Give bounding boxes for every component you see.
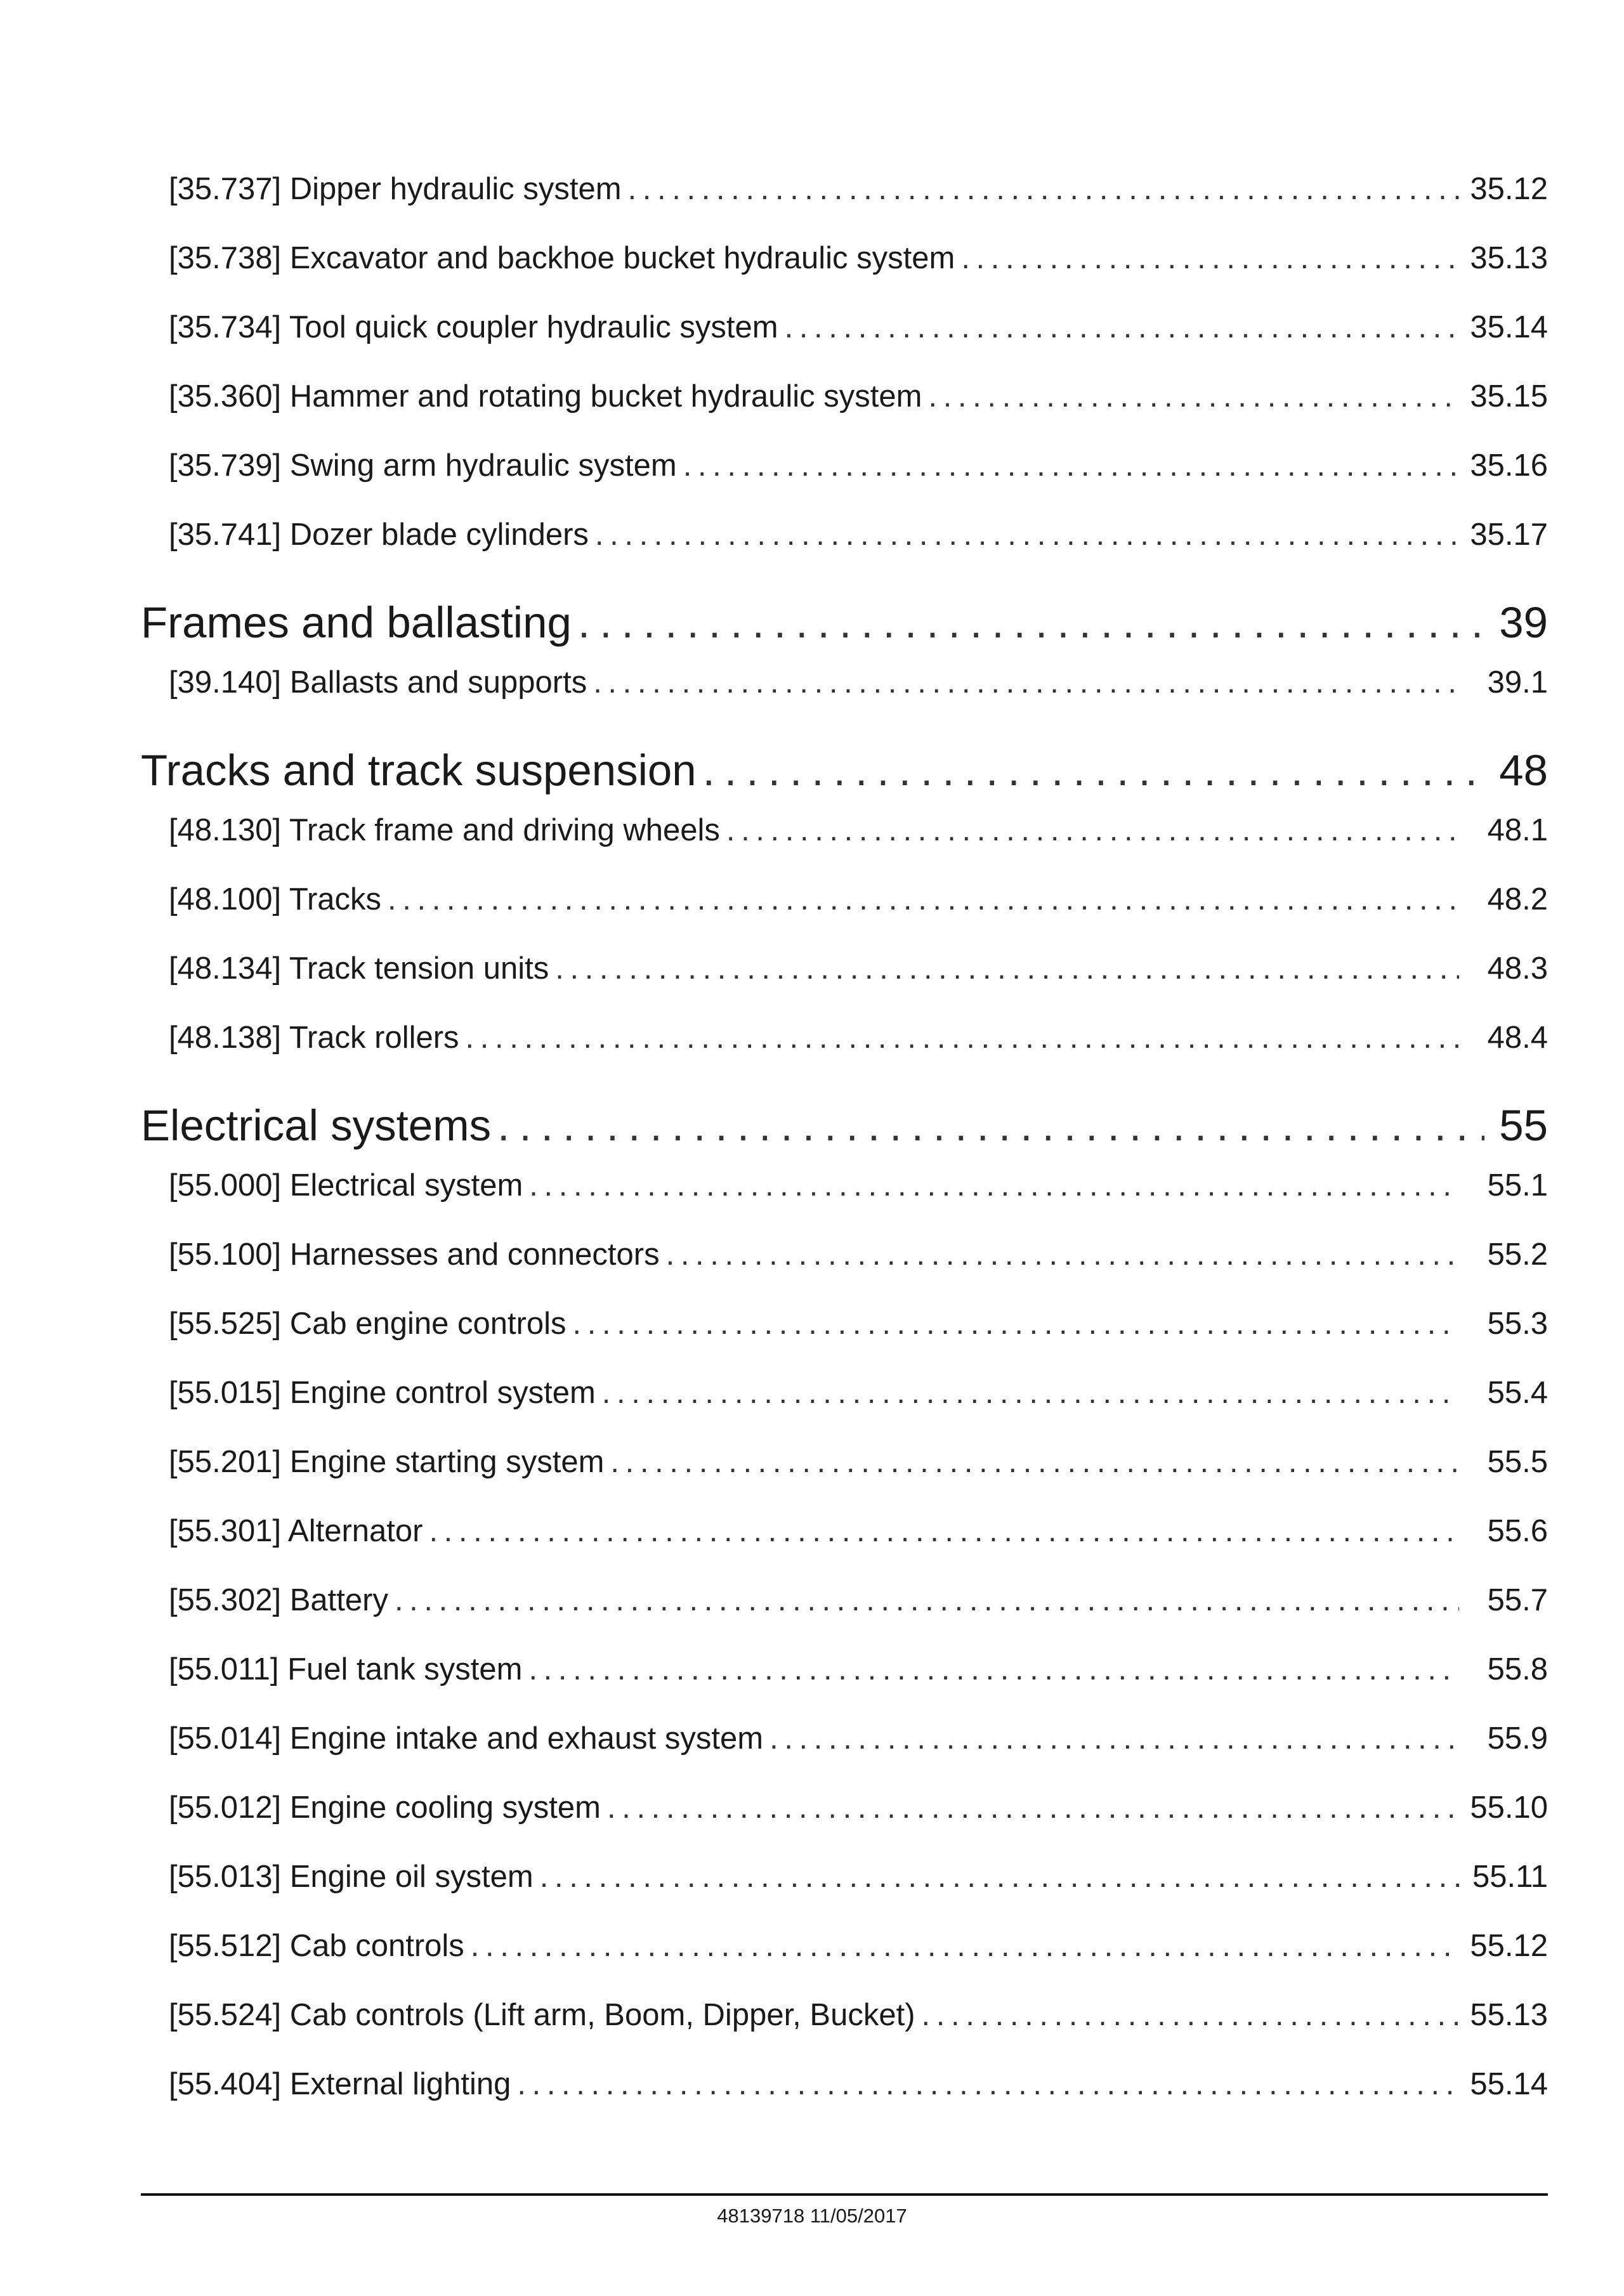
- dot-leader: [595, 517, 1459, 552]
- toc-page-number: 55: [1499, 1101, 1548, 1150]
- dot-leader: [683, 448, 1459, 483]
- footer-divider: [141, 2193, 1548, 2196]
- toc-entry[interactable]: [141, 1306, 1548, 1375]
- toc-entry[interactable]: [141, 1375, 1548, 1444]
- toc-page-number: 55.13: [1470, 1998, 1548, 2032]
- dot-leader: [388, 882, 1459, 917]
- toc-entry-title: [35.738] Excavator and backhoe bucket hydraulic system: [169, 241, 955, 275]
- dot-leader: [593, 665, 1459, 700]
- toc-entry-title: [55.301] Alternator: [169, 1514, 423, 1548]
- toc-page-number: 55.5: [1487, 1445, 1548, 1479]
- toc-page-number: 48.2: [1487, 882, 1548, 916]
- toc-page-number: 55.9: [1487, 1721, 1548, 1756]
- toc-entry[interactable]: [141, 1513, 1548, 1582]
- toc-page-number: 35.16: [1470, 448, 1548, 483]
- toc-entry-title: [55.100] Harnesses and connectors: [169, 1237, 660, 1272]
- dot-leader: [578, 597, 1484, 648]
- toc-entry-title: [55.201] Engine starting system: [169, 1445, 605, 1479]
- dot-leader: [497, 1100, 1484, 1151]
- toc-page-number: 55.1: [1487, 1168, 1548, 1203]
- toc-page-number: 55.2: [1487, 1237, 1548, 1272]
- dot-leader: [726, 812, 1459, 848]
- toc-entry-title: [55.404] External lighting: [169, 2067, 511, 2101]
- toc-entry-title: [48.100] Tracks: [169, 882, 382, 916]
- toc-entry[interactable]: [141, 1859, 1548, 1928]
- toc-entry[interactable]: [141, 310, 1548, 379]
- toc-page-number: 55.6: [1487, 1514, 1548, 1548]
- dot-leader: [607, 1790, 1459, 1825]
- toc-entry-title: [35.739] Swing arm hydraulic system: [169, 448, 677, 483]
- toc-entry-title: [55.525] Cab engine controls: [169, 1307, 566, 1341]
- toc-page-number: 48.3: [1487, 951, 1548, 986]
- toc-page-number: 55.11: [1472, 1860, 1548, 1894]
- toc-entry-title: [48.130] Track frame and driving wheels: [169, 813, 720, 847]
- toc-section-entry[interactable]: [141, 1089, 1548, 1168]
- dot-leader: [540, 1859, 1459, 1895]
- toc-entry-title: [48.138] Track rollers: [169, 1021, 459, 1055]
- toc-page-number: 55.12: [1470, 1929, 1548, 1963]
- toc-page-number: 35.13: [1470, 241, 1548, 275]
- toc-page-number: 55.7: [1487, 1583, 1548, 1617]
- dot-leader: [395, 1582, 1459, 1618]
- toc-entry-title: [55.014] Engine intake and exhaust system: [169, 1721, 764, 1756]
- dot-leader: [666, 1237, 1459, 1272]
- dot-leader: [529, 1168, 1459, 1203]
- toc-section-entry[interactable]: [141, 734, 1548, 812]
- dot-leader: [429, 1513, 1459, 1549]
- toc-entry[interactable]: [141, 665, 1548, 734]
- toc-entry[interactable]: [141, 2066, 1548, 2136]
- table-of-contents: [141, 171, 1548, 2136]
- toc-page-number: 48.1: [1487, 813, 1548, 847]
- toc-page-number: 55.3: [1487, 1307, 1548, 1341]
- toc-entry-title: [55.512] Cab controls: [169, 1929, 464, 1963]
- toc-entry[interactable]: [141, 1582, 1548, 1652]
- toc-entry-title: [55.302] Battery: [169, 1583, 388, 1617]
- toc-page-number: 35.12: [1470, 172, 1548, 206]
- toc-section-title: Frames and ballasting: [141, 598, 572, 647]
- toc-page-number: 35.14: [1470, 310, 1548, 344]
- dot-leader: [922, 1997, 1459, 2033]
- toc-entry-title: [55.015] Engine control system: [169, 1376, 596, 1410]
- toc-entry[interactable]: [141, 517, 1548, 586]
- dot-leader: [471, 1928, 1459, 1964]
- dot-leader: [703, 745, 1484, 795]
- dot-leader: [555, 951, 1459, 986]
- toc-page-number: 35.15: [1470, 379, 1548, 414]
- dot-leader: [528, 1652, 1459, 1687]
- dot-leader: [928, 379, 1459, 414]
- toc-entry[interactable]: [141, 1997, 1548, 2066]
- toc-entry[interactable]: [141, 171, 1548, 240]
- toc-entry[interactable]: [141, 1790, 1548, 1859]
- toc-page-number: 55.4: [1487, 1376, 1548, 1410]
- toc-entry[interactable]: [141, 379, 1548, 448]
- toc-entry[interactable]: [141, 1444, 1548, 1513]
- toc-entry[interactable]: [141, 1168, 1548, 1237]
- dot-leader: [769, 1721, 1459, 1756]
- dot-leader: [628, 171, 1459, 207]
- toc-entry-title: [35.737] Dipper hydraulic system: [169, 172, 622, 206]
- toc-entry-title: [39.140] Ballasts and supports: [169, 665, 587, 700]
- toc-section-title: Electrical systems: [141, 1101, 492, 1150]
- toc-section-title: Tracks and track suspension: [141, 746, 697, 795]
- toc-entry[interactable]: [141, 1721, 1548, 1790]
- toc-page-number: 48.4: [1487, 1021, 1548, 1055]
- toc-entry-title: [35.734] Tool quick coupler hydraulic system: [169, 310, 778, 344]
- toc-page-number: 39.1: [1487, 665, 1548, 700]
- dot-leader: [517, 2066, 1459, 2102]
- toc-entry[interactable]: [141, 812, 1548, 882]
- toc-entry-title: [55.011] Fuel tank system: [169, 1652, 523, 1686]
- dot-leader: [573, 1306, 1459, 1341]
- toc-entry-title: [55.000] Electrical system: [169, 1168, 523, 1203]
- toc-entry[interactable]: [141, 1020, 1548, 1089]
- dot-leader: [610, 1444, 1459, 1480]
- dot-leader: [602, 1375, 1459, 1411]
- toc-entry-title: [35.741] Dozer blade cylinders: [169, 518, 589, 552]
- toc-entry[interactable]: [141, 1928, 1548, 1997]
- toc-entry-title: [55.013] Engine oil system: [169, 1860, 534, 1894]
- toc-entry[interactable]: [141, 448, 1548, 517]
- toc-entry-title: [55.524] Cab controls (Lift arm, Boom, Dipper, Bucket): [169, 1998, 915, 2032]
- toc-entry[interactable]: [141, 240, 1548, 310]
- dot-leader: [466, 1020, 1459, 1055]
- toc-section-entry[interactable]: [141, 586, 1548, 665]
- toc-entry[interactable]: [141, 1237, 1548, 1306]
- document-footer: 48139718 11/05/2017: [717, 2205, 907, 2227]
- toc-entry[interactable]: [141, 951, 1548, 1020]
- toc-entry-title: [48.134] Track tension units: [169, 951, 549, 986]
- dot-leader: [785, 310, 1459, 345]
- toc-entry-title: [55.012] Engine cooling system: [169, 1790, 601, 1825]
- toc-page-number: 39: [1499, 598, 1548, 647]
- toc-entry[interactable]: [141, 1652, 1548, 1721]
- toc-page-number: 55.14: [1470, 2067, 1548, 2101]
- toc-page-number: 48: [1499, 746, 1548, 795]
- toc-page-number: 55.8: [1487, 1652, 1548, 1686]
- toc-page-number: 35.17: [1470, 518, 1548, 552]
- toc-entry-title: [35.360] Hammer and rotating bucket hydraulic system: [169, 379, 922, 414]
- toc-entry[interactable]: [141, 882, 1548, 951]
- dot-leader: [961, 240, 1459, 276]
- toc-page-number: 55.10: [1470, 1790, 1548, 1825]
